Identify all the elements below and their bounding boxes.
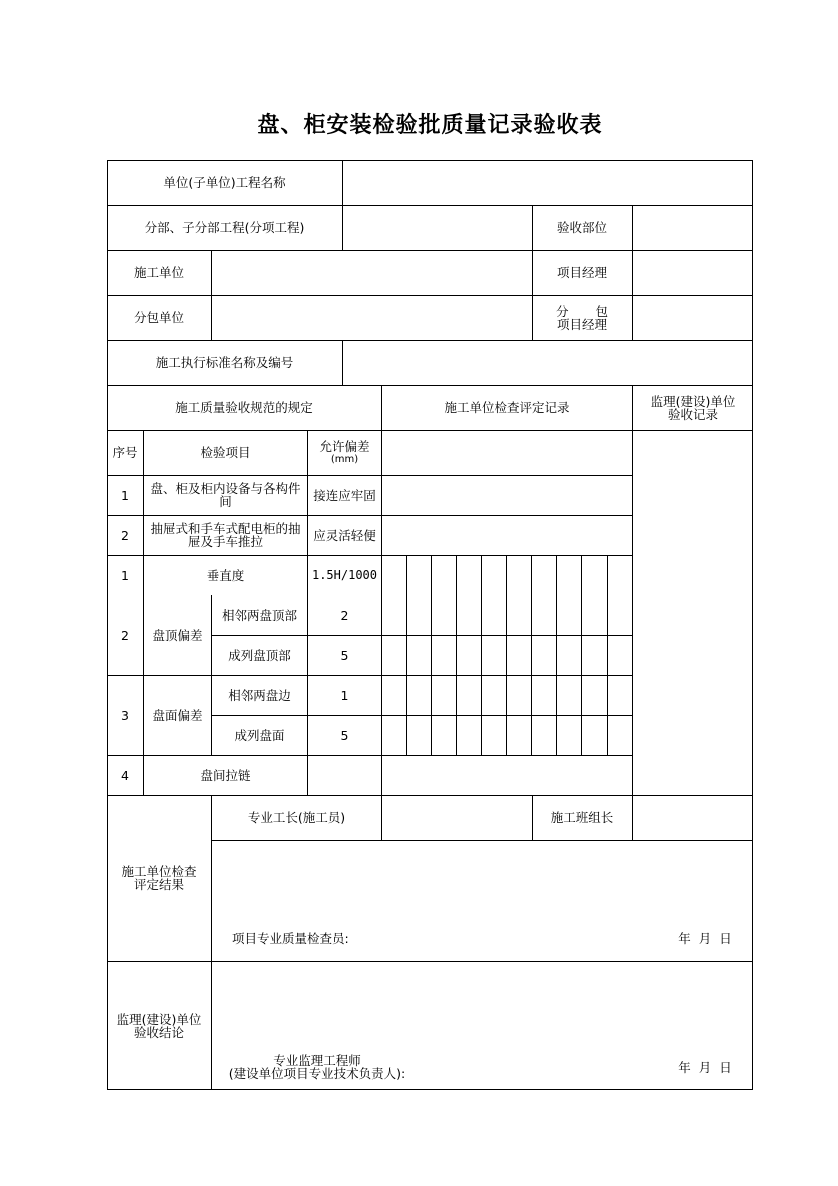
page-title: 盘、柜安装检验批质量记录验收表 bbox=[257, 112, 603, 138]
row1-record[interactable] bbox=[382, 475, 632, 515]
label-unit-project-name: 单位(子单位)工程名称 bbox=[163, 175, 286, 190]
row2-item: 抽屉式和手车式配电柜的抽屉及手车推拉 bbox=[150, 521, 301, 549]
supervisor-record-line1: 监理(建设)单位 bbox=[650, 393, 736, 409]
conclusion-line2: 验收结论 bbox=[133, 1024, 184, 1040]
section-spec: 施工质量验收规范的规定 bbox=[175, 400, 313, 415]
label-project-manager: 项目经理 bbox=[556, 265, 607, 280]
col-tolerance-unit: (mm) bbox=[330, 453, 359, 465]
row6-value[interactable] bbox=[308, 755, 381, 795]
row4a-value: 2 bbox=[340, 607, 349, 623]
label-construction-unit: 施工单位 bbox=[133, 265, 184, 280]
label-quality-inspector: 项目专业质量检查员: bbox=[232, 930, 349, 946]
label-acceptance-part: 验收部位 bbox=[556, 220, 607, 235]
row1-item: 盘、柜及柜内设备与各构件间 bbox=[150, 481, 301, 509]
row4-seq: 2 bbox=[121, 627, 129, 643]
subcontract-manager-line1: 分 包 bbox=[556, 303, 608, 319]
row5-item: 盘面偏差 bbox=[152, 707, 203, 723]
row4-item: 盘顶偏差 bbox=[152, 627, 203, 643]
label-conclusion bbox=[107, 961, 211, 1090]
field-construction-unit[interactable] bbox=[212, 250, 532, 295]
col-tolerance-label: 允许偏差 bbox=[319, 438, 370, 454]
section-check-record: 施工单位检查评定记录 bbox=[444, 400, 570, 415]
label-subcontract-unit: 分包单位 bbox=[133, 310, 184, 325]
row6-item: 盘间拉链 bbox=[200, 767, 251, 783]
row6-seq: 4 bbox=[121, 767, 129, 783]
row5b-value: 5 bbox=[340, 727, 349, 743]
col-item: 检验项目 bbox=[200, 445, 251, 460]
field-subcontract-manager[interactable] bbox=[633, 295, 753, 340]
field-acceptance-part[interactable] bbox=[633, 205, 753, 250]
section-supervisor-record bbox=[633, 385, 753, 430]
conclusion-date: 年 月 日 bbox=[678, 1059, 732, 1075]
row1-value: 接连应牢固 bbox=[313, 487, 376, 503]
field-standard-name[interactable] bbox=[343, 340, 753, 385]
conclusion-line1: 监理(建设)单位 bbox=[116, 1011, 202, 1027]
col-tolerance bbox=[308, 430, 381, 475]
field-subcontract-unit[interactable] bbox=[212, 295, 532, 340]
row1-seq: 1 bbox=[121, 487, 129, 503]
row3-seq: 1 bbox=[121, 567, 129, 583]
row3-value: 1.5H/1000 bbox=[311, 567, 378, 582]
row5a-value: 1 bbox=[340, 687, 349, 703]
row3-item: 垂直度 bbox=[206, 567, 245, 583]
subcontract-manager-line2: 项目经理 bbox=[556, 316, 607, 332]
field-team-leader[interactable] bbox=[633, 795, 753, 840]
row6-record[interactable] bbox=[382, 755, 632, 795]
row5a-sub: 相邻两盘边 bbox=[228, 687, 291, 703]
label-supervising-engineer bbox=[217, 1052, 417, 1082]
supervisor-record-area[interactable] bbox=[633, 430, 753, 795]
label-subcontract-manager bbox=[532, 295, 632, 340]
row2-seq: 2 bbox=[121, 527, 129, 543]
row4b-sub: 成列盘顶部 bbox=[228, 647, 291, 663]
check-result-line2: 评定结果 bbox=[133, 877, 184, 892]
col-seq: 序号 bbox=[112, 445, 138, 460]
result-date: 年 月 日 bbox=[678, 930, 732, 946]
row4a-sub: 相邻两盘顶部 bbox=[221, 607, 297, 623]
row4b-value: 5 bbox=[340, 647, 349, 663]
label-sub-project: 分部、子分部工程(分项工程) bbox=[144, 220, 305, 235]
field-foreman[interactable] bbox=[382, 795, 532, 840]
supervising-engineer-line1: 专业监理工程师 bbox=[273, 1053, 361, 1068]
supervising-engineer-line2: (建设单位项目专业技术负责人): bbox=[228, 1066, 406, 1081]
field-project-manager[interactable] bbox=[633, 250, 753, 295]
field-unit-project-name[interactable] bbox=[343, 160, 753, 205]
label-check-result bbox=[107, 795, 211, 961]
row5-seq: 3 bbox=[121, 707, 129, 723]
row5b-sub: 成列盘面 bbox=[234, 727, 285, 743]
inspection-form bbox=[107, 160, 753, 1090]
row2-value: 应灵活轻便 bbox=[313, 527, 376, 543]
field-sub-project[interactable] bbox=[343, 205, 532, 250]
label-foreman: 专业工长(施工员) bbox=[247, 810, 346, 825]
label-standard-name: 施工执行标准名称及编号 bbox=[155, 355, 294, 370]
check-result-line1: 施工单位检查 bbox=[121, 864, 197, 879]
supervisor-record-line2: 验收记录 bbox=[667, 406, 718, 422]
label-team-leader: 施工班组长 bbox=[550, 810, 614, 825]
row2-record[interactable] bbox=[382, 515, 632, 555]
